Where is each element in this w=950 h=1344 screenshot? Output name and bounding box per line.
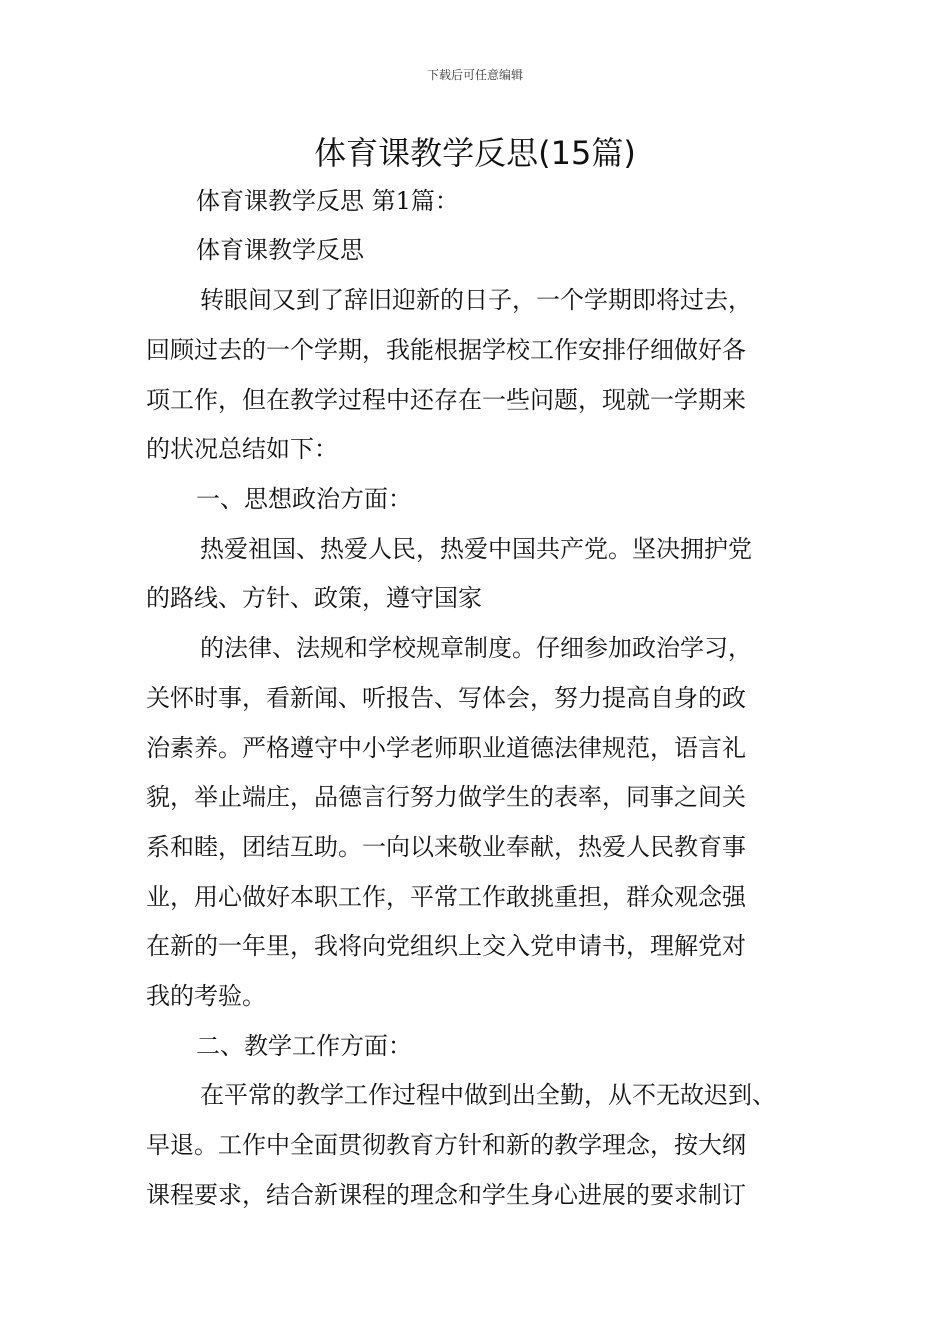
document-title: 体育课教学反思(15篇) <box>314 134 636 172</box>
paragraph-line: 业，用心做好本职工作，平常工作敢挑重担，群众观念强 <box>146 883 746 911</box>
paragraph-line: 在新的一年里，我将向党组织上交入党申请书，理解党对 <box>146 932 746 960</box>
paragraph-line: 课程要求，结合新课程的理念和学生身心进展的要求制订 <box>146 1181 746 1209</box>
paragraph-line: 系和睦，团结互助。一向以来敬业奉献，热爱人民教育事 <box>146 833 746 861</box>
paragraph-line: 项工作，但在教学过程中还存在一些问题，现就一学期来 <box>146 386 746 414</box>
section-heading: 二、教学工作方面： <box>196 1032 412 1060</box>
paragraph-line: 在平常的教学工作过程中做到出全勤，从不无故迟到、 <box>200 1081 776 1109</box>
paragraph-line: 的状况总结如下： <box>146 435 338 463</box>
paragraph-line: 的路线、方针、政策，遵守国家 <box>146 584 482 612</box>
paragraph-line: 早退。工作中全面贯彻教育方针和新的教学理念，按大纲 <box>146 1131 746 1159</box>
section-heading: 一、思想政治方面： <box>196 485 412 513</box>
paragraph-line: 治素养。严格遵守中小学老师职业道德法律规范，语言礼 <box>146 734 746 762</box>
paragraph-line: 我的考验。 <box>146 982 266 1010</box>
paragraph-line: 关怀时事，看新闻、听报告、写体会，努力提高自身的政 <box>146 684 746 712</box>
subtitle: 体育课教学反思 <box>196 236 364 264</box>
paragraph-line: 热爱祖国、热爱人民，热爱中国共产党。坚决拥护党 <box>200 535 752 563</box>
section-heading: 体育课教学反思 第1篇： <box>196 187 459 215</box>
paragraph-line: 的法律、法规和学校规章制度。仔细参加政治学习， <box>200 634 752 662</box>
header-note: 下载后可任意编辑 <box>426 68 523 82</box>
paragraph-line: 回顾过去的一个学期，我能根据学校工作安排仔细做好各 <box>146 336 746 364</box>
paragraph-line: 转眼间又到了辞旧迎新的日子，一个学期即将过去， <box>200 286 752 314</box>
paragraph-line: 貌，举止端庄，品德言行努力做学生的表率，同事之间关 <box>146 783 746 811</box>
